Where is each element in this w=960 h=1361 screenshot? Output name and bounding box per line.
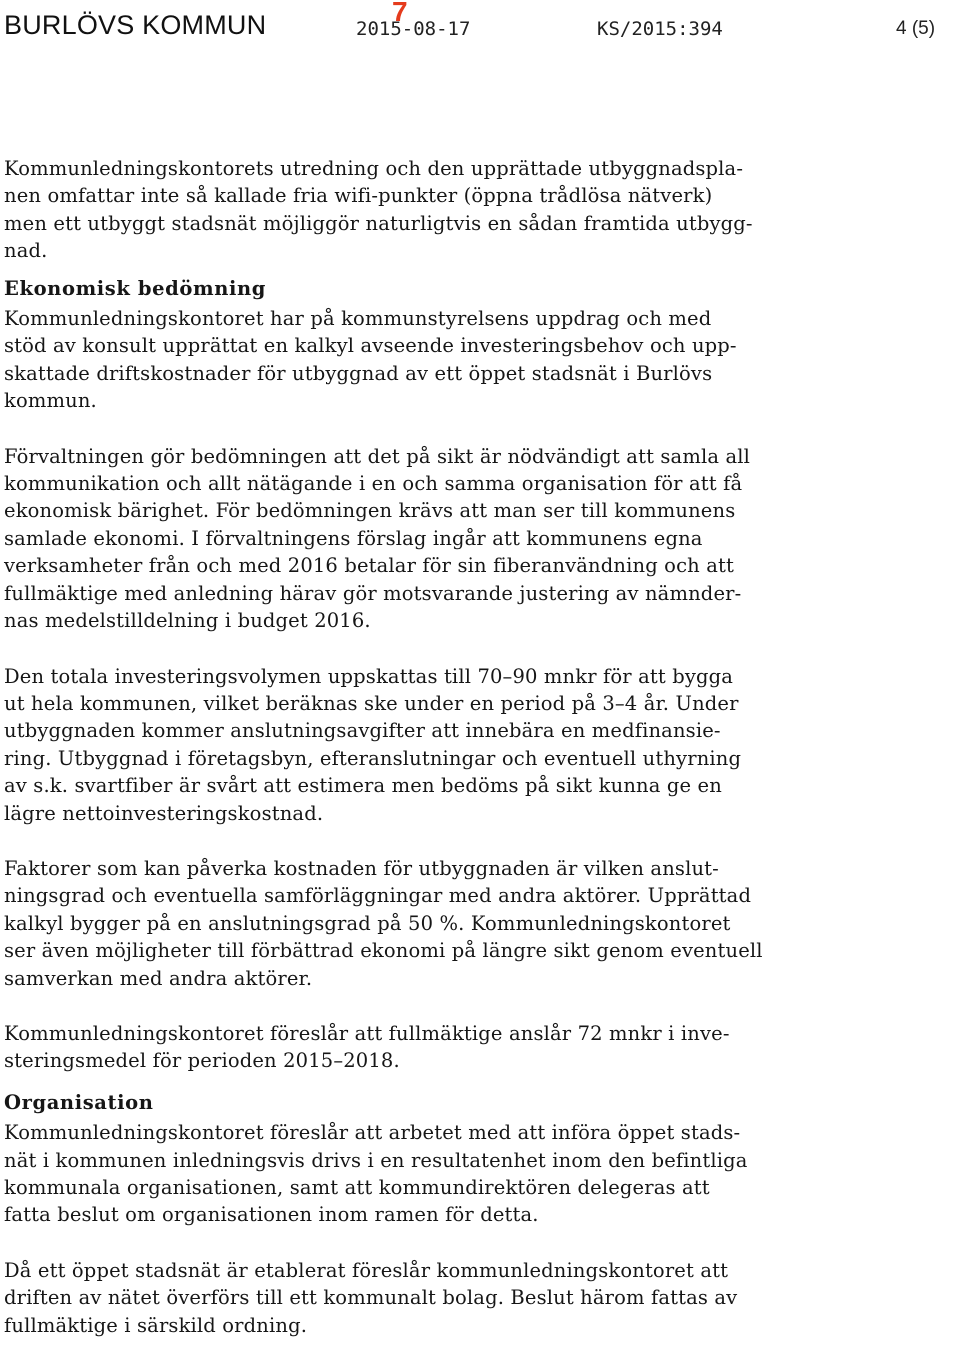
text-line: stöd av konsult upprättat en kalkyl avseende investeringsbehov och upp- [4,334,737,358]
text-line: Kommunledningskontoret föreslår att fullmäktige anslår 72 mnkr i inve- [4,1021,730,1045]
stamp-number: 7 [392,0,408,27]
text-line: fatta beslut om organisationen inom ramen för detta. [4,1203,539,1227]
text-line: ring. Utbyggnad i företagsbyn, efteranslutningar och eventuell uthyrning [4,746,742,770]
intro-paragraph [4,155,804,265]
text-line: utbyggnaden kommer anslutningsavgifter att innebära en medfinansie- [4,719,721,743]
text-line: skattade driftskostnader för utbyggnad av ett öppet stadsnät i Burlövs [4,361,713,385]
text-line: nas medelstilldelning i budget 2016. [4,609,371,633]
document-body [4,155,804,1339]
economy-paragraph-1 [4,305,804,415]
text-line: fullmäktige i särskild ordning. [4,1313,308,1337]
text-line: kommun. [4,389,97,413]
economy-paragraph-4 [4,855,804,992]
document-date: 2015-08-17 [356,18,471,40]
economy-paragraph-2 [4,443,804,635]
text-line: kommunala organisationen, samt att kommundirektören delegeras att [4,1176,710,1199]
organisation-heading: Organisation [4,1090,154,1114]
text-line: men ett utbyggt stadsnät möjliggör naturligtvis en sådan framtida utbygg- [4,211,753,235]
text-line: Faktorer som kan påverka kostnaden för utbyggnaden är vilken anslut- [4,856,719,880]
text-line: nät i kommunen inledningsvis drivs i en resultatenhet inom den befintliga [4,1148,748,1172]
text-line: ningsgrad och eventuella samförläggningar med andra aktörer. Upprättad [4,884,752,908]
text-line: av s.k. svartfiber är svårt att estimera men bedöms på sikt kunna ge en [4,774,722,798]
organisation-paragraph-2 [4,1257,804,1339]
text-line: ser även möjligheter till förbättrad ekonomi på längre sikt genom eventuell [4,939,763,963]
text-line: Kommunledningskontorets utredning och den upprättade utbyggnadspla- [4,157,744,180]
page-indicator: 4 (5) [896,18,936,39]
text-line: driften av nätet överförs till ett kommunalt bolag. Beslut härom fattas av [4,1286,738,1310]
reference-number: KS/2015:394 [597,18,723,40]
text-line: Förvaltningen gör bedömningen att det på sikt är nödvändigt att samla all [4,444,751,468]
text-line: Kommunledningskontoret har på kommunstyrelsens uppdrag och med [4,307,712,331]
text-line: kalkyl bygger på en anslutningsgrad på 50 %. Kommunledningskontoret [4,911,731,935]
economy-heading: Ekonomisk bedömning [4,276,266,300]
text-line: nen omfattar inte så kallade fria wifi-punkter (öppna trådlösa nätverk) [4,184,713,208]
text-line: ekonomisk bärighet. För bedömningen krävs att man ser till kommunens [4,499,736,523]
economy-paragraph-5 [4,1020,804,1075]
text-line: Då ett öppet stadsnät är etablerat föreslår kommunledningskontoret att [4,1258,729,1282]
text-line: Kommunledningskontoret föreslår att arbetet med att införa öppet stads- [4,1121,741,1145]
text-line: samverkan med andra aktörer. [4,966,313,990]
text-line: Den totala investeringsvolymen uppskattas till 70–90 mnkr för att bygga [4,664,734,688]
text-line: verksamheter från och med 2016 betalar för sin fiberanvändning och att [4,554,734,578]
text-line: kommunikation och allt nätägande i en och samma organisation för att få [4,472,743,496]
organization-name: BURLÖVS KOMMUN [4,10,267,40]
page-header [0,0,960,48]
text-line: ut hela kommunen, vilket beräknas ske under en period på 3–4 år. Under [4,691,739,715]
organisation-paragraph-1 [4,1119,804,1229]
text-line: fullmäktige med anledning härav gör motsvarande justering av nämnder- [4,581,742,605]
text-line: samlade ekonomi. I förvaltningens förslag ingår att kommunens egna [4,526,703,550]
text-line: nad. [4,239,48,263]
text-line: steringsmedel för perioden 2015–2018. [4,1049,400,1073]
economy-paragraph-3 [4,663,804,827]
text-line: lägre nettoinvesteringskostnad. [4,801,324,825]
